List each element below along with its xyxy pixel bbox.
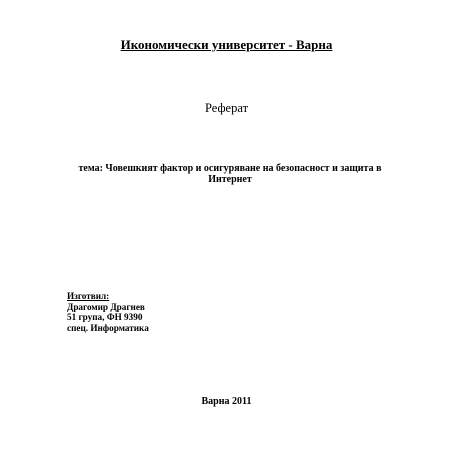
- author-specialty: спец. Информатика: [67, 322, 149, 333]
- author-name: Драгомир Драгнев: [67, 301, 145, 312]
- topic-label: тема:: [78, 163, 106, 174]
- place-and-year: Варна 2011: [201, 396, 252, 407]
- university-title: Икономически университет - Варна: [120, 37, 333, 52]
- topic-text: Човешкият фактор и осигуряване на безопасност и защита в Интернет: [105, 163, 382, 185]
- document-type-heading: Реферат: [204, 101, 249, 115]
- author-group: 51 група, ФН 9390: [67, 312, 143, 322]
- author-block: [67, 291, 149, 333]
- prepared-by-label: Изготвил:: [67, 291, 110, 301]
- topic-block: [60, 163, 400, 185]
